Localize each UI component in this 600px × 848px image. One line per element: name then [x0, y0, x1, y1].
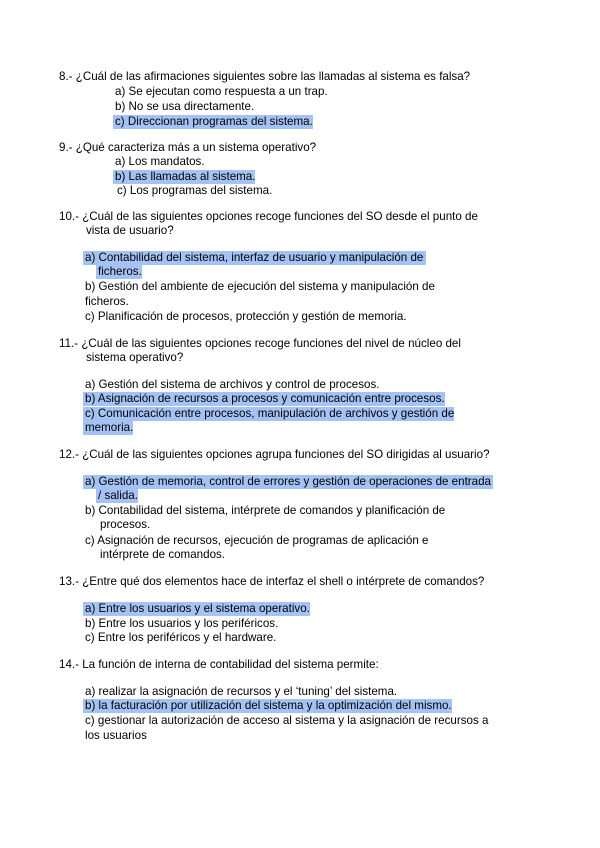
question-11-text: 11.- ¿Cuál de las siguientes opciones recoge funciones del nivel de núcleo del — [59, 337, 461, 350]
question-11-option-c-highlighted: c) Comunicación entre procesos, manipulación de archivos y gestión de — [85, 407, 455, 420]
question-12-option-c: c) Asignación de recursos, ejecución de programas de aplicación e — [85, 534, 429, 547]
question-14-option-c-cont: los usuarios — [85, 729, 147, 742]
question-9-option-a: a) Los mandatos. — [115, 155, 205, 168]
question-10-option-b-cont: ficheros. — [85, 295, 129, 308]
question-8-option-a: a) Se ejecutan como respuesta a un trap. — [115, 85, 328, 98]
question-12-option-c-cont: intérprete de comandos. — [100, 548, 226, 561]
question-8-option-c-highlighted: c) Direccionan programas del sistema. — [115, 115, 313, 128]
question-11-option-c-highlighted-cont: memoria. — [85, 421, 134, 434]
question-11-text-cont: sistema operativo? — [86, 351, 184, 364]
question-12-option-a-highlighted: a) Gestión de memoria, control de errores y gestión de operaciones de entrada — [85, 475, 492, 488]
question-8-text: 8.- ¿Cuál de las afirmaciones siguientes sobre las llamadas al sistema es falsa? — [59, 70, 471, 83]
question-11-option-b-highlighted: b) Asignación de recursos a procesos y comunicación entre procesos. — [85, 392, 445, 405]
question-10-option-a-highlighted: a) Contabilidad del sistema, interfaz de usuario y manipulación de — [83, 251, 426, 265]
question-9-option-b-highlighted: b) Las llamadas al sistema. — [115, 170, 256, 183]
question-12-option-b: b) Contabilidad del sistema, intérprete de comandos y planificación de — [85, 504, 446, 517]
question-13-option-b: b) Entre los usuarios y los periféricos. — [85, 617, 279, 630]
question-13-text: 13.- ¿Entre qué dos elementos hace de interfaz el shell o intérprete de comandos? — [59, 575, 485, 588]
question-14-option-a: a) realizar la asignación de recursos y el ‘tuning’ del sistema. — [85, 685, 398, 698]
question-11-option-a: a) Gestión del sistema de archivos y control de procesos. — [85, 378, 380, 391]
question-8-option-b: b) No se usa directamente. — [115, 100, 255, 113]
question-14-option-c: c) gestionar la autorización de acceso al sistema y la asignación de recursos a — [85, 714, 489, 727]
question-9-option-c: c) Los programas del sistema. — [117, 184, 273, 197]
question-13-option-c: c) Entre los periféricos y el hardware. — [85, 631, 277, 644]
question-12-option-b-cont: procesos. — [100, 518, 151, 531]
question-9-text: 9.- ¿Qué caracteriza más a un sistema operativo? — [59, 141, 317, 154]
question-10-option-a-highlighted-cont: ficheros. — [98, 265, 142, 278]
question-10-option-b: b) Gestión del ambiente de ejecución del sistema y manipulación de — [85, 280, 435, 293]
question-13-option-a-highlighted: a) Entre los usuarios y el sistema operativo. — [85, 602, 310, 615]
question-12-text: 12.- ¿Cuál de las siguientes opciones agrupa funciones del SO dirigidas al usuario? — [59, 448, 490, 461]
question-14-text: 14.- La función de interna de contabilidad del sistema permite: — [59, 658, 379, 671]
question-12-option-a-highlighted-cont: / salida. — [98, 489, 138, 502]
question-10-text: 10.- ¿Cuál de las siguientes opciones recoge funciones del SO desde el punto de — [59, 210, 478, 223]
question-10-text-cont: vista de usuario? — [86, 224, 174, 237]
question-10-option-c: c) Planificación de procesos, protección y gestión de memoria. — [85, 310, 407, 323]
question-14-option-b-highlighted: b) la facturación por utilización del sistema y la optimización del mismo. — [85, 699, 452, 712]
